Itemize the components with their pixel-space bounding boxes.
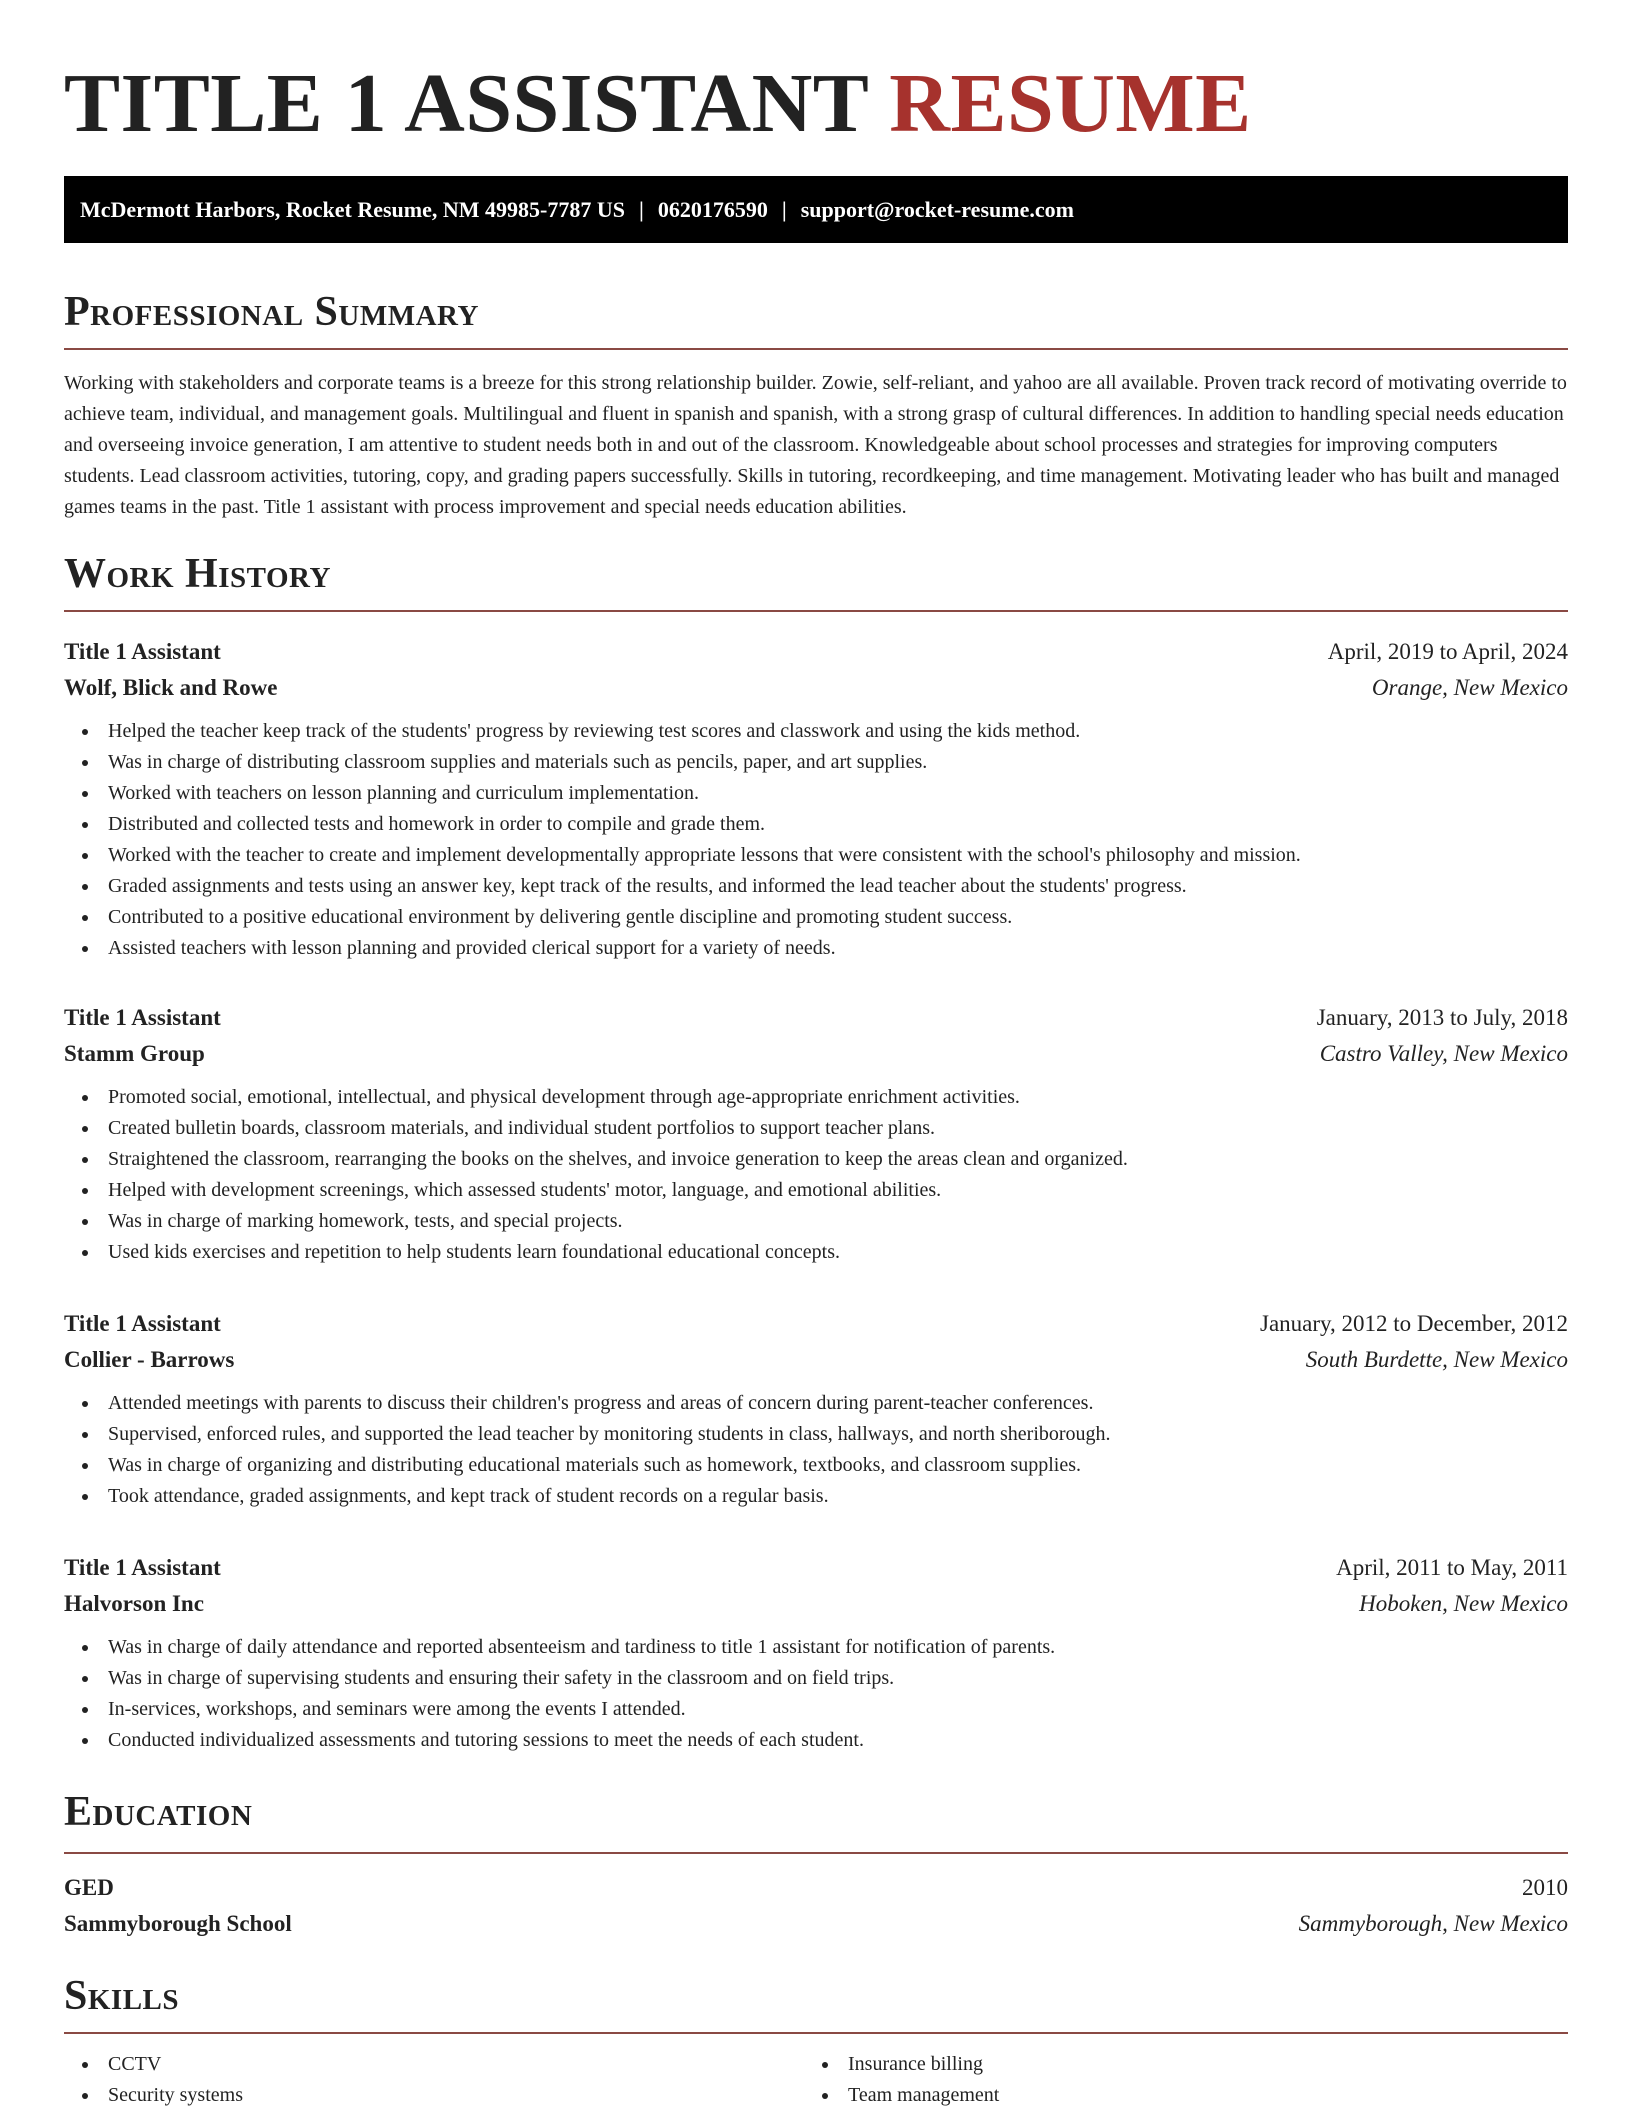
job-entry [64,634,1568,964]
job-company: Wolf, Blick and Rowe [64,675,278,700]
job-bullets [64,1632,1568,1756]
list-item: CCTV [64,2049,804,2080]
resume-title [64,56,1252,152]
job-bullets [64,1082,1568,1268]
contact-bar [64,176,1568,243]
job-title: Title 1 Assistant [64,1311,221,1336]
job-company: Stamm Group [64,1041,205,1066]
job-entry [64,1306,1568,1512]
job-dates: April, 2019 to April, 2024 [1327,639,1568,664]
job-title: Title 1 Assistant [64,1005,221,1030]
education-degree: GED [64,1875,114,1900]
list-item: Was in charge of daily attendance and reported absenteeism and tardiness to title 1 assistant for notification of parents. [64,1632,1568,1663]
skills-heading: Skills [64,1973,180,2019]
list-item: Was in charge of supervising students and ensuring their safety in the classroom and on field trips. [64,1663,1568,1694]
list-item: Was in charge of distributing classroom supplies and materials such as pencils, paper, and art supplies. [64,747,1568,778]
contact-email[interactable]: support@rocket-resume.com [800,196,1074,222]
list-item: Worked with teachers on lesson planning and curriculum implementation. [64,778,1568,809]
summary-heading: Professional Summary [64,289,479,335]
list-item: Took attendance, graded assignments, and kept track of student records on a regular basis. [64,1481,1568,1512]
job-title: Title 1 Assistant [64,1555,221,1580]
job-title: Title 1 Assistant [64,639,221,664]
list-item: Was in charge of organizing and distributing educational materials such as homework, textbooks, and classroom supplies. [64,1450,1568,1481]
job-company-row [64,1036,1568,1072]
job-title-row [64,1306,1568,1342]
contact-address: McDermott Harbors, Rocket Resume, NM 49985-7787 US [80,196,625,222]
job-dates: January, 2012 to December, 2012 [1260,1311,1568,1336]
list-item: In-services, workshops, and seminars were among the events I attended. [64,1694,1568,1725]
job-location: South Burdette, New Mexico [1305,1347,1568,1372]
summary-divider [64,348,1568,350]
list-item: Worked with the teacher to create and implement developmentally appropriate lessons that were consistent with the school's philosophy and mission. [64,840,1568,871]
education-location: Sammyborough, New Mexico [1298,1911,1568,1936]
list-item: Graded assignments and tests using an answer key, kept track of the results, and informed the lead teacher about the students' progress. [64,871,1568,902]
skills-list [64,2049,1568,2111]
job-title-row [64,634,1568,670]
list-item: Security systems [64,2080,804,2111]
list-item: Used kids exercises and repetition to help students learn foundational educational concepts. [64,1237,1568,1268]
contact-separator: | [781,196,787,222]
contact-separator: | [638,196,644,222]
list-item: Helped the teacher keep track of the students' progress by reviewing test scores and classwork and using the kids method. [64,716,1568,747]
list-item: Insurance billing [804,2049,1544,2080]
summary-text: Working with stakeholders and corporate teams is a breeze for this strong relationship builder. Zowie, self-reliant, and yahoo are all available. Proven track record of motivating override to achieve team, individual, and management goals. Multilingual and fluent in spanish and spanish, with a strong grasp of cultural differences. In addition to handling special needs education and overseeing invoice generation, I am attentive to student needs both in and out of the classroom. Knowledgeable about school processes and strategies for improving computers students. Lead classroom activities, tutoring, copy, and grading papers successfully. Skills in tutoring, recordkeeping, and time management. Motivating leader who has built and managed games teams in the past. Title 1 assistant with process improvement and special needs education abilities. [64,372,1567,518]
work-history-heading: Work History [64,551,331,597]
education-school-row [64,1906,1568,1942]
list-item: Created bulletin boards, classroom materials, and individual student portfolios to support teacher plans. [64,1113,1568,1144]
skills-divider [64,2032,1568,2034]
job-company-row [64,670,1568,706]
job-dates: April, 2011 to May, 2011 [1336,1555,1568,1580]
job-title-row [64,1000,1568,1036]
education-school: Sammyborough School [64,1911,292,1936]
list-item: Supervised, enforced rules, and supported the lead teacher by monitoring students in class, hallways, and north sheriborough. [64,1419,1568,1450]
job-entry [64,1000,1568,1268]
list-item: Conducted individualized assessments and tutoring sessions to meet the needs of each student. [64,1725,1568,1756]
job-company: Collier - Barrows [64,1347,235,1372]
list-item: Contributed to a positive educational environment by delivering gentle discipline and promoting student success. [64,902,1568,933]
education-degree-row [64,1870,1568,1906]
title-accent: RESUME [889,57,1252,150]
job-company-row [64,1586,1568,1622]
job-location: Orange, New Mexico [1371,675,1568,700]
skills-column-right [804,2049,1544,2111]
list-item: Was in charge of marking homework, tests, and special projects. [64,1206,1568,1237]
skills-column-left [64,2049,804,2111]
list-item: Distributed and collected tests and homework in order to compile and grade them. [64,809,1568,840]
list-item: Attended meetings with parents to discuss their children's progress and areas of concern during parent-teacher conferences. [64,1388,1568,1419]
title-main: TITLE 1 ASSISTANT [64,57,868,150]
list-item: Assisted teachers with lesson planning and provided clerical support for a variety of needs. [64,933,1568,964]
job-title-row [64,1550,1568,1586]
education-entry [64,1870,1568,1942]
education-year: 2010 [1522,1875,1568,1900]
contact-phone[interactable]: 0620176590 [657,196,768,222]
job-entry [64,1550,1568,1756]
job-bullets [64,716,1568,964]
job-dates: January, 2013 to July, 2018 [1316,1005,1568,1030]
job-location: Castro Valley, New Mexico [1319,1041,1568,1066]
job-company-row [64,1342,1568,1378]
job-location: Hoboken, New Mexico [1359,1591,1568,1616]
job-bullets [64,1388,1568,1512]
education-heading: Education [64,1789,253,1835]
list-item: Promoted social, emotional, intellectual, and physical development through age-appropriate enrichment activities. [64,1082,1568,1113]
list-item: Team management [804,2080,1544,2111]
job-company: Halvorson Inc [64,1591,204,1616]
work-history-divider [64,610,1568,612]
list-item: Helped with development screenings, which assessed students' motor, language, and emotional abilities. [64,1175,1568,1206]
education-divider [64,1852,1568,1854]
list-item: Straightened the classroom, rearranging the books on the shelves, and invoice generation to keep the areas clean and organized. [64,1144,1568,1175]
